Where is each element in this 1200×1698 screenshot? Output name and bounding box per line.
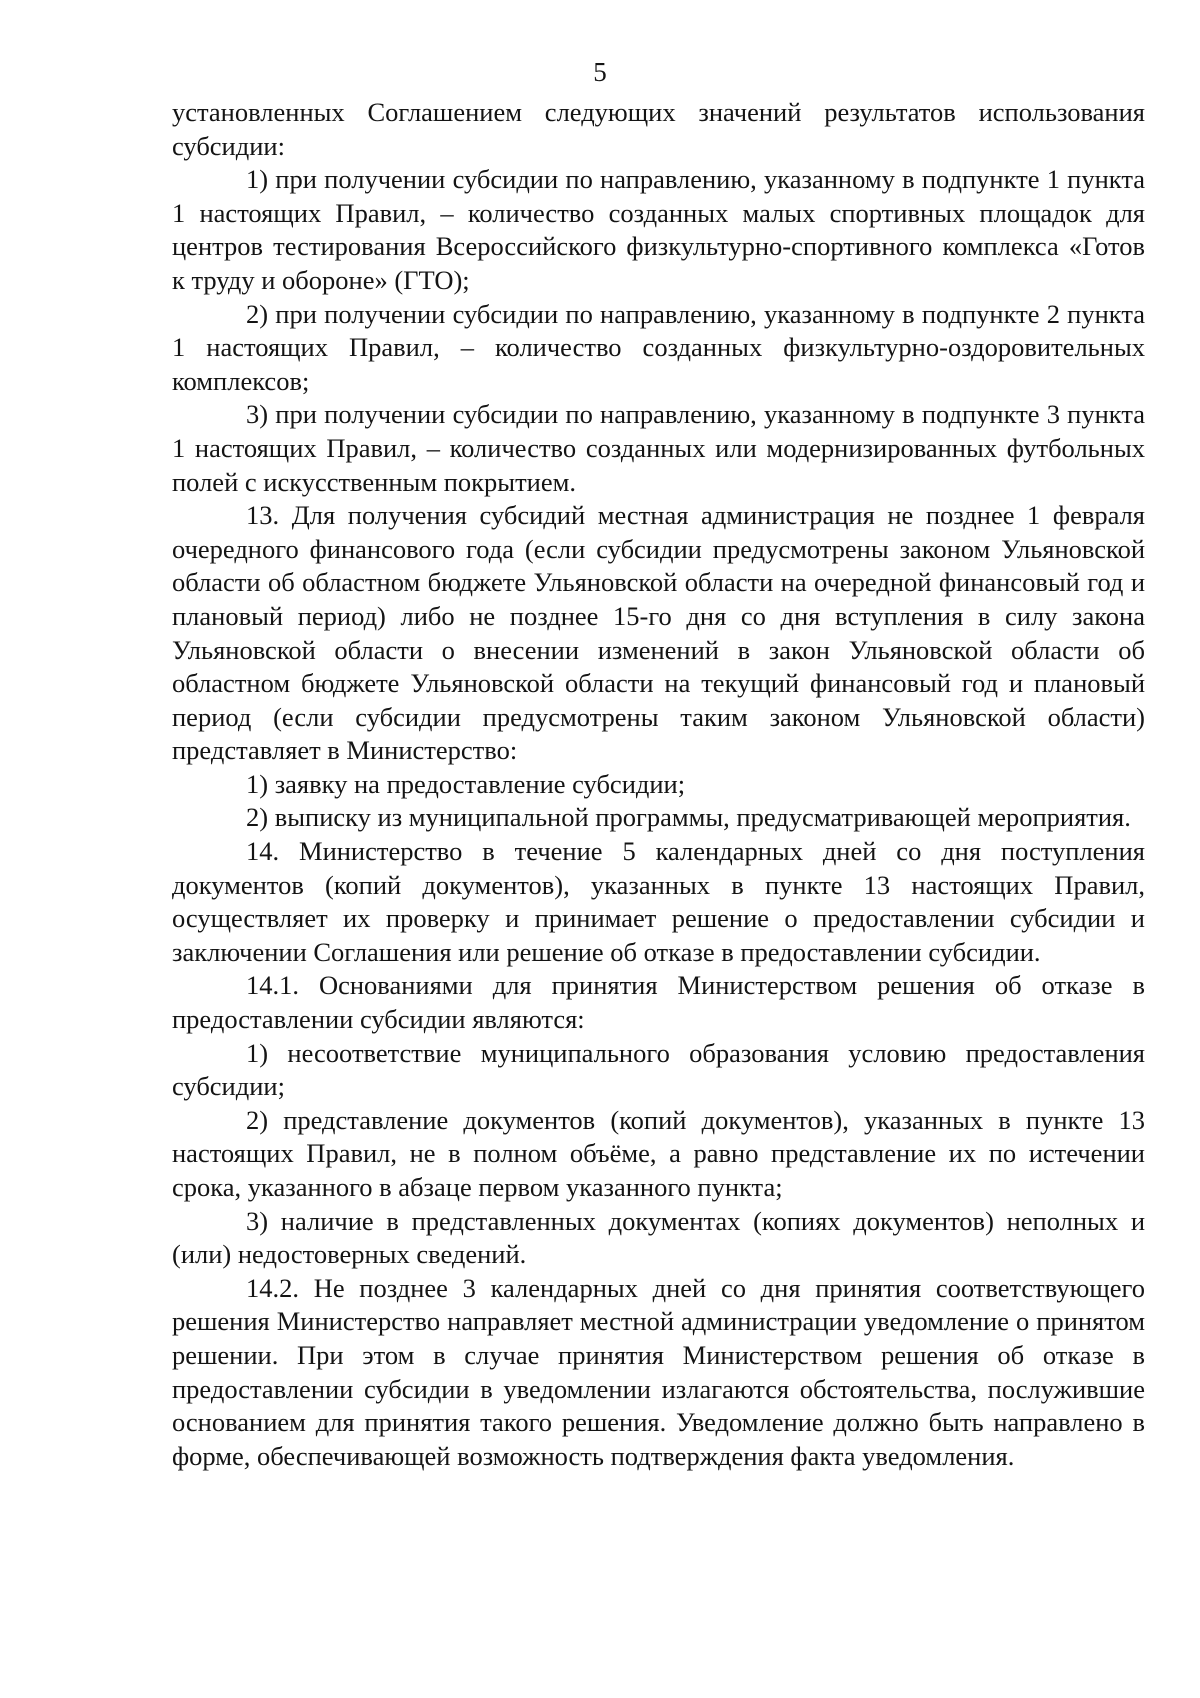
paragraph: 3) при получении субсидии по направлению, указанному в подпункте 3 пункта 1 настоящих Правил, – количество созданных или модернизированных футбольных полей с искусственным покрытием. — [172, 399, 1145, 497]
paragraph: 3) наличие в представленных документах (копиях документов) неполных и (или) недостоверных сведений. — [172, 1205, 1145, 1270]
paragraph: 1) несоответствие муниципального образования условию предоставления субсидии; — [172, 1037, 1145, 1102]
paragraph: 1) при получении субсидии по направлению, указанному в подпункте 1 пункта 1 настоящих Правил, – количество созданных малых спортивных площадок для центров тестирования Всероссийского физкультурно-спортивного комплекса «Готов к труду и обороне» (ГТО); — [172, 164, 1145, 295]
paragraph: 14.2. Не позднее 3 календарных дней со дня принятия соответствующего решения Министерство направляет местной администрации уведомление о принятом решении. При этом в случае принятия Министерством решения об отказе в предоставлении субсидии в уведомлении излагаются обстоятельства, послужившие основанием для принятия такого решения. Уведомление должно быть направлено в форме, обеспечивающей возможность подтверждения факта уведомления. — [172, 1272, 1145, 1471]
paragraph: 2) представление документов (копий документов), указанных в пункте 13 настоящих Правил, не в полном объёме, а равно представление их по истечении срока, указанного в абзаце первом указанного пункта; — [172, 1104, 1145, 1202]
paragraph: 2) выписку из муниципальной программы, предусматривающей мероприятия. — [246, 802, 1131, 833]
paragraph: 1) заявку на предоставление субсидии; — [246, 768, 686, 799]
paragraph: 14.1. Основаниями для принятия Министерством решения об отказе в предоставлении субсидии являются: — [172, 970, 1145, 1035]
paragraph: 2) при получении субсидии по направлению, указанному в подпункте 2 пункта 1 настоящих Правил, – количество созданных физкультурно-оздоровительных комплексов; — [172, 298, 1145, 396]
paragraph: 13. Для получения субсидий местная администрация не позднее 1 февраля очередного финансового года (если субсидии предусмотрены законом Ульяновской области об областном бюджете Ульяновской области на очередной финансовый год и плановый период) либо не позднее 15-го дня со дня вступления в силу закона Ульяновской области о внесении изменений в закон Ульяновской области об областном бюджете Ульяновской области на текущий финансовый год и плановый период (если субсидии предусмотрены таким законом Ульяновской области) представляет в Министерство: — [172, 500, 1145, 766]
paragraph: 14. Министерство в течение 5 календарных дней со дня поступления документов (копий документов), указанных в пункте 13 настоящих Правил, осуществляет их проверку и принимает решение о предоставлении субсидии и заключении Соглашения или решение об отказе в предоставлении субсидии. — [172, 836, 1145, 967]
page-number: 5 — [593, 57, 607, 87]
paragraph: установленных Соглашением следующих значений результатов использования субсидии: — [172, 97, 1145, 161]
document-body — [172, 96, 1145, 1473]
